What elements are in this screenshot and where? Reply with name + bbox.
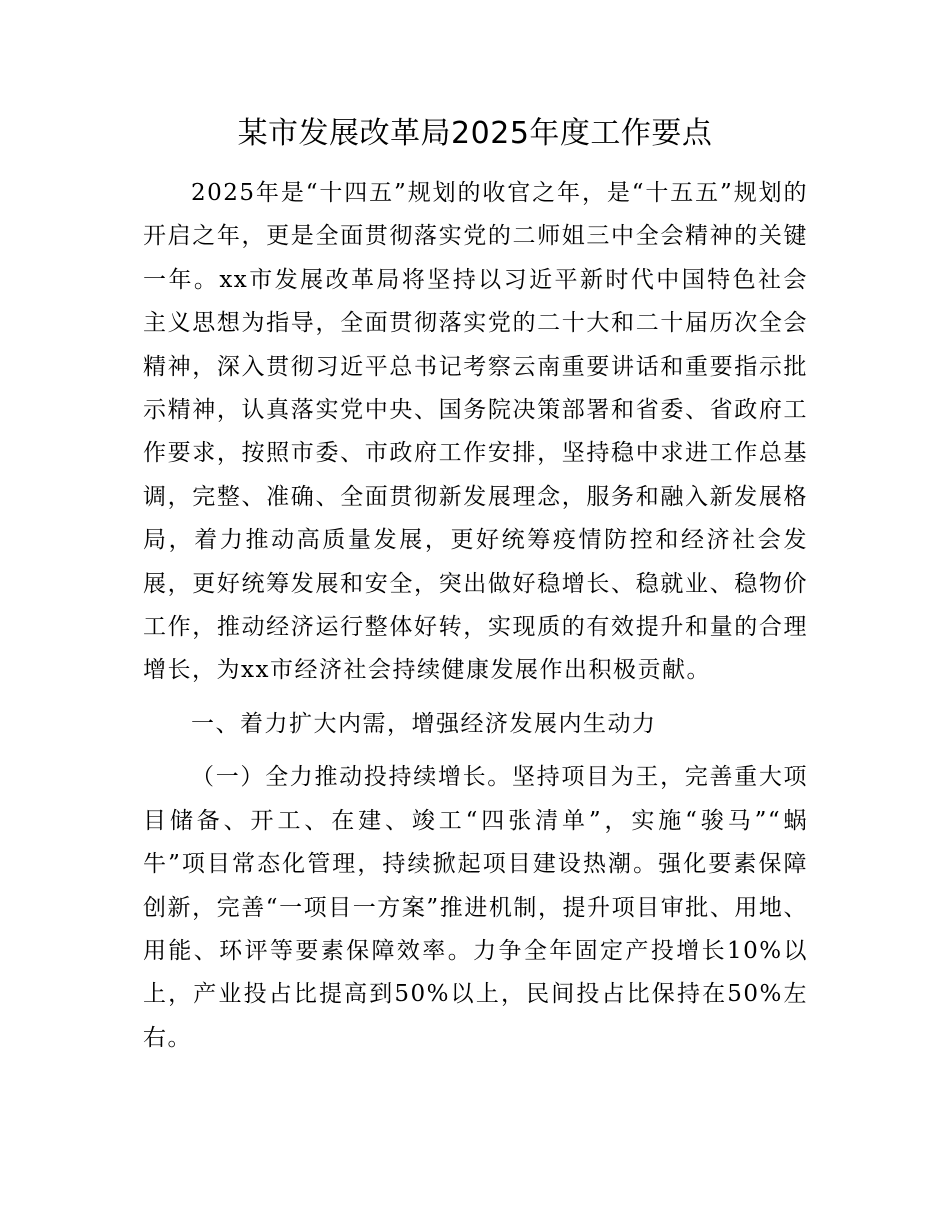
subsection-paragraph: （一）全力推动投持续增长。坚持项目为王，完善重大项目储备、开工、在建、竣工“四张清单”，实施“骏马”“蜗牛”项目常态化管理，持续掀起项目建设热潮。强化要素保障创新，完善“一项目一方案”推进机制，提升项目审批、用地、用能、环评等要素保障效率。力争全年固定产投增长10%以上，产业投占比提高到50%以上，民间投占比保持在50%左右。 (143, 764, 808, 1051)
document-body (143, 172, 808, 1060)
document-title: 某市发展改革局2025年度工作要点 (237, 116, 713, 151)
section-heading: 一、着力扩大内需，增强经济发展内生动力 (191, 710, 657, 737)
intro-paragraph: 2025年是“十四五”规划的收官之年，是“十五五”规划的开启之年，更是全面贯彻落实党的二师姐三中全会精神的关键一年。xx市发展改革局将坚持以习近平新时代中国特色社会主义思想为指导，全面贯彻落实党的二十大和二十届历次全会精神，深入贯彻习近平总书记考察云南重要讲话和重要指示批示精神，认真落实党中央、国务院决策部署和省委、省政府工作要求，按照市委、市政府工作安排，坚持稳中求进工作总基调，完整、准确、全面贯彻新发展理念，服务和融入新发展格局，着力推动高质量发展，更好统筹疫情防控和经济社会发展，更好统筹发展和安全，突出做好稳增长、稳就业、稳物价工作，推动经济运行整体好转，实现质的有效提升和量的合理增长，为xx市经济社会持续健康发展作出积极贡献。 (143, 180, 808, 684)
